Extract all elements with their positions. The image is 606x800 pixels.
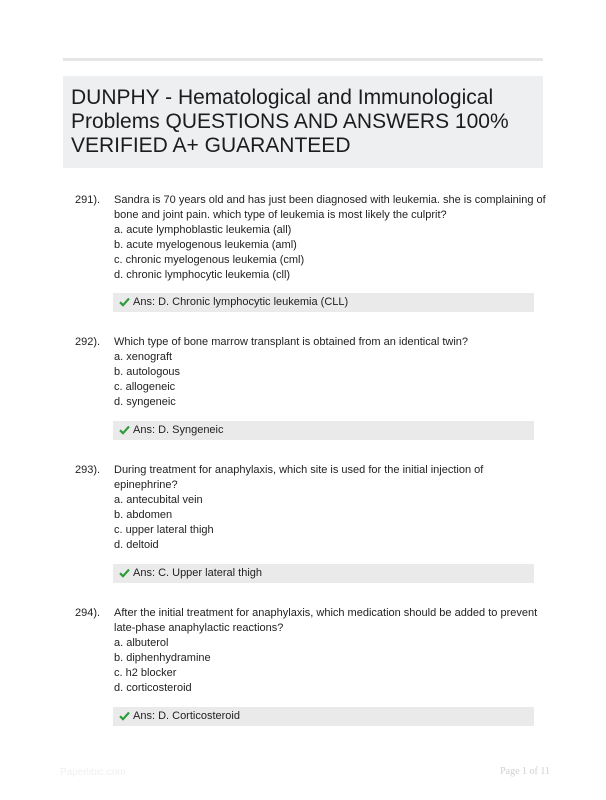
document-title-line-1: DUNPHY - Hematological and Immunological: [71, 86, 494, 109]
answer-text: Ans: D. Corticosteroid: [133, 710, 240, 722]
option-a: a. antecubital vein: [114, 494, 203, 506]
question-body: [114, 193, 546, 283]
page-indicator: Page 1 of 11: [500, 766, 550, 777]
check-icon: [119, 421, 133, 442]
answer-text: Ans: C. Upper lateral thigh: [133, 567, 263, 579]
option-a: a. albuterol: [114, 637, 169, 649]
question-text: Which type of bone marrow transplant is obtained from an identical twin?: [114, 336, 469, 348]
option-b: b. diphenhydramine: [114, 652, 211, 664]
option-d: d. corticosteroid: [114, 682, 192, 694]
option-a: a. acute lymphoblastic leukemia (all): [114, 224, 292, 236]
answer-text: Ans: D. Syngeneic: [133, 424, 224, 436]
document-title-line-2: Problems QUESTIONS AND ANSWERS 100%: [71, 110, 509, 133]
question-number: 293).: [75, 464, 101, 476]
answer-bar-292: [113, 421, 534, 440]
question-body: [114, 606, 538, 696]
option-d: d. syngeneic: [114, 396, 176, 408]
question-body: [114, 335, 534, 410]
option-b: b. acute myelogenous leukemia (aml): [114, 239, 297, 251]
check-icon: [119, 293, 133, 314]
option-c: c. upper lateral thigh: [114, 524, 214, 536]
footer-watermark: Paperlibic.com: [60, 767, 126, 778]
answer-bar-293: [113, 564, 534, 583]
option-c: c. h2 blocker: [114, 667, 177, 679]
check-icon: [119, 564, 133, 585]
option-b: b. autologous: [114, 366, 181, 378]
document-title-line-3: VERIFIED A+ GUARANTEED: [71, 134, 351, 157]
option-c: c. chronic myelogenous leukemia (cml): [114, 254, 305, 266]
question-text: Sandra is 70 years old and has just been diagnosed with leukemia. she is complaining of: [114, 194, 546, 206]
option-a: a. xenograft: [114, 351, 173, 363]
check-icon: [119, 707, 133, 728]
question-number: 292).: [75, 336, 101, 348]
document-title-box: [63, 76, 543, 168]
question-body: [114, 463, 534, 553]
question-text: epinephrine?: [114, 479, 178, 491]
question-number: 291).: [75, 194, 101, 206]
answer-text: Ans: D. Chronic lymphocytic leukemia (CLL): [133, 296, 349, 308]
option-c: c. allogeneic: [114, 381, 176, 393]
question-text: After the initial treatment for anaphylaxis, which medication should be added to prevent: [114, 607, 538, 619]
answer-bar-291: [113, 293, 534, 312]
question-text: late-phase anaphylactic reactions?: [114, 622, 284, 634]
option-d: d. deltoid: [114, 539, 159, 551]
option-b: b. abdomen: [114, 509, 173, 521]
question-number: 294).: [75, 607, 101, 619]
question-text: bone and joint pain. which type of leukemia is most likely the culprit?: [114, 209, 447, 221]
answer-bar-294: [113, 707, 534, 726]
option-d: d. chronic lymphocytic leukemia (cll): [114, 269, 291, 281]
top-divider: [63, 58, 543, 61]
question-text: During treatment for anaphylaxis, which site is used for the initial injection of: [114, 464, 484, 476]
